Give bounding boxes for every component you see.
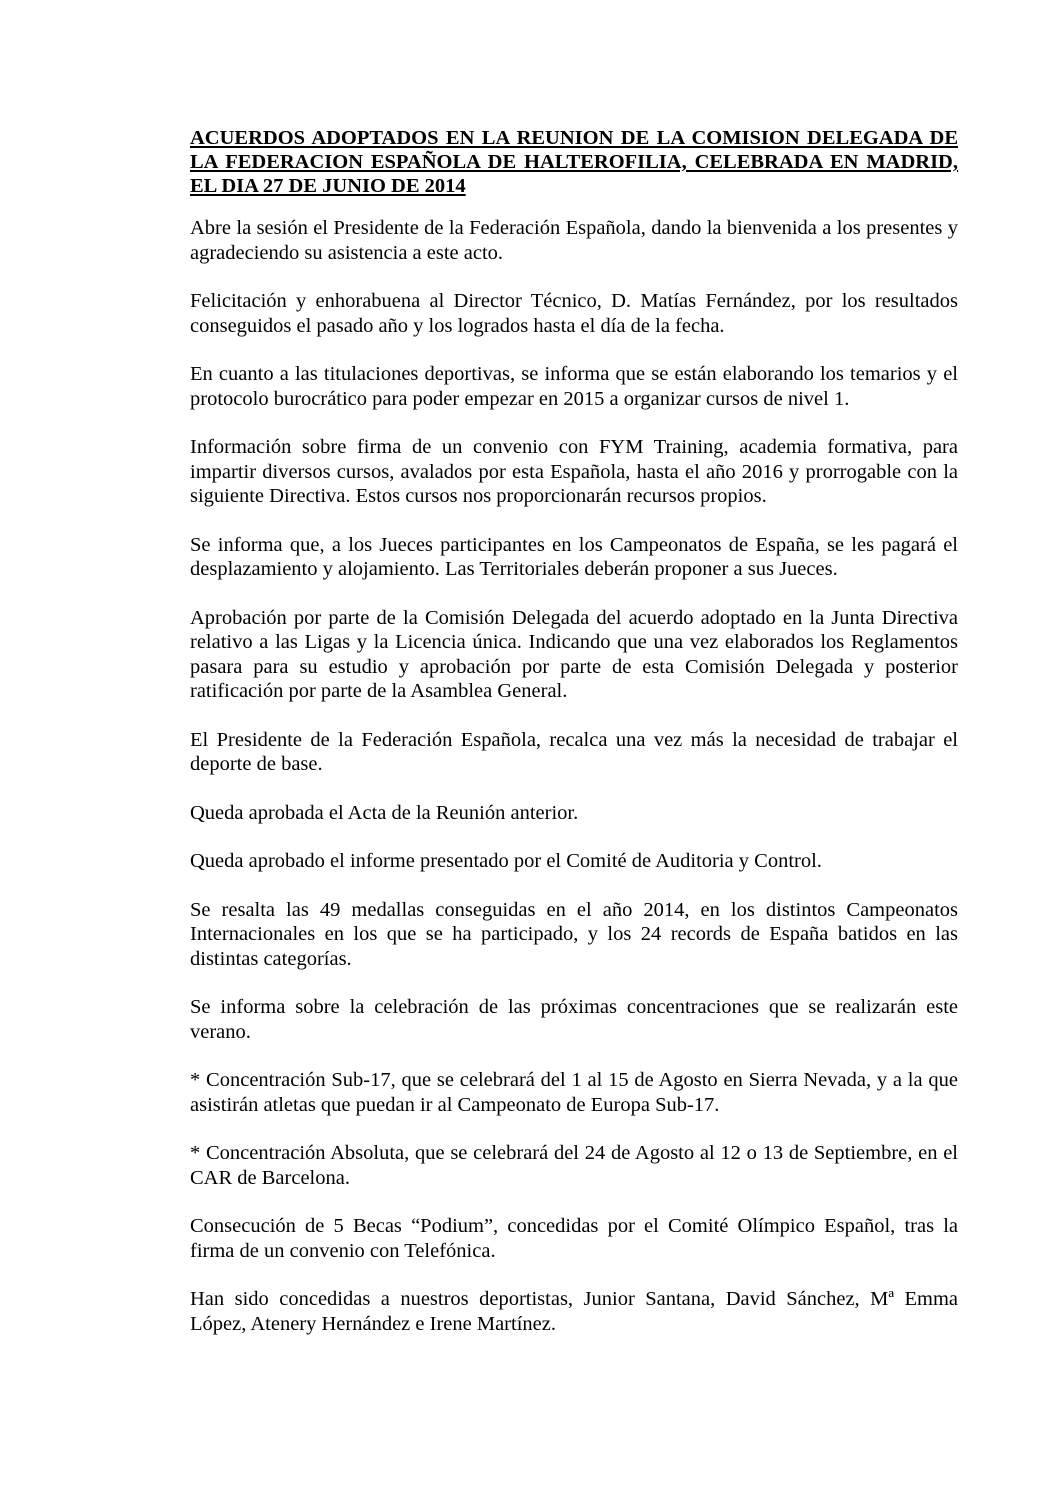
- paragraph-deportistas: Han sido concedidas a nuestros deportistas, Junior Santana, David Sánchez, Mª Emma López, Atenery Hernández e Irene Martínez.: [190, 1288, 958, 1335]
- paragraph-opening: Abre la sesión el Presidente de la Federación Española, dando la bienvenida a los presentes y agradeciendo su asistencia a este acto.: [190, 217, 958, 264]
- paragraph-congratulations: Felicitación y enhorabuena al Director Técnico, D. Matías Fernández, por los resultados conseguidos el pasado año y los logrados hasta el día de la fecha.: [190, 290, 958, 337]
- paragraph-medallas: Se resalta las 49 medallas conseguidas en el año 2014, en los distintos Campeonatos Internacionales en los que se ha participado, y los 24 records de España batidos en las distintas categorías.: [190, 898, 958, 970]
- paragraph-concentracion-sub17: * Concentración Sub-17, que se celebrará del 1 al 15 de Agosto en Sierra Nevada, y a la que asistirán atletas que puedan ir al Campeonato de Europa Sub-17.: [190, 1069, 958, 1116]
- paragraph-concentracion-absoluta: * Concentración Absoluta, que se celebrará del 24 de Agosto al 12 o 13 de Septiembre, en el CAR de Barcelona.: [190, 1142, 958, 1189]
- paragraph-jueces: Se informa que, a los Jueces participantes en los Campeonatos de España, se les pagará el desplazamiento y alojamiento. Las Territoriales deberán proponer a sus Jueces.: [190, 533, 958, 580]
- document-title: ACUERDOS ADOPTADOS EN LA REUNION DE LA COMISION DELEGADA DE LA FEDERACION ESPAÑOLA DE HALTEROFILIA, CELEBRADA EN MADRID, EL DIA 27 DE JUNIO DE 2014: [190, 127, 958, 197]
- paragraph-deporte-base: El Presidente de la Federación Española, recalca una vez más la necesidad de trabajar el deporte de base.: [190, 728, 958, 775]
- document-page: [190, 126, 958, 1360]
- paragraph-ligas-licencia: Aprobación por parte de la Comisión Delegada del acuerdo adoptado en la Junta Directiva relativo a las Ligas y la Licencia única. Indicando que una vez elaborados los Reglamentos pasara para su estudio y aprobación por parte de esta Comisión Delegada y posterior ratificación por parte de la Asamblea General.: [190, 606, 958, 702]
- paragraph-concentraciones: Se informa sobre la celebración de las próximas concentraciones que se realizarán este verano.: [190, 996, 958, 1043]
- paragraph-acta: Queda aprobada el Acta de la Reunión anterior.: [190, 801, 579, 824]
- paragraph-convenio-fym: Información sobre firma de un convenio con FYM Training, academia formativa, para impartir diversos cursos, avalados por esta Española, hasta el año 2016 y prorrogable con la siguiente Directiva. Estos cursos nos proporcionarán recursos propios.: [190, 436, 958, 507]
- paragraph-titulaciones: En cuanto a las titulaciones deportivas, se informa que se están elaborando los temarios y el protocolo burocrático para poder empezar en 2015 a organizar cursos de nivel 1.: [190, 363, 958, 410]
- paragraph-becas-podium: Consecución de 5 Becas “Podium”, concedidas por el Comité Olímpico Español, tras la firma de un convenio con Telefónica.: [190, 1215, 958, 1262]
- paragraph-informe-auditoria: Queda aprobado el informe presentado por el Comité de Auditoria y Control.: [190, 850, 822, 872]
